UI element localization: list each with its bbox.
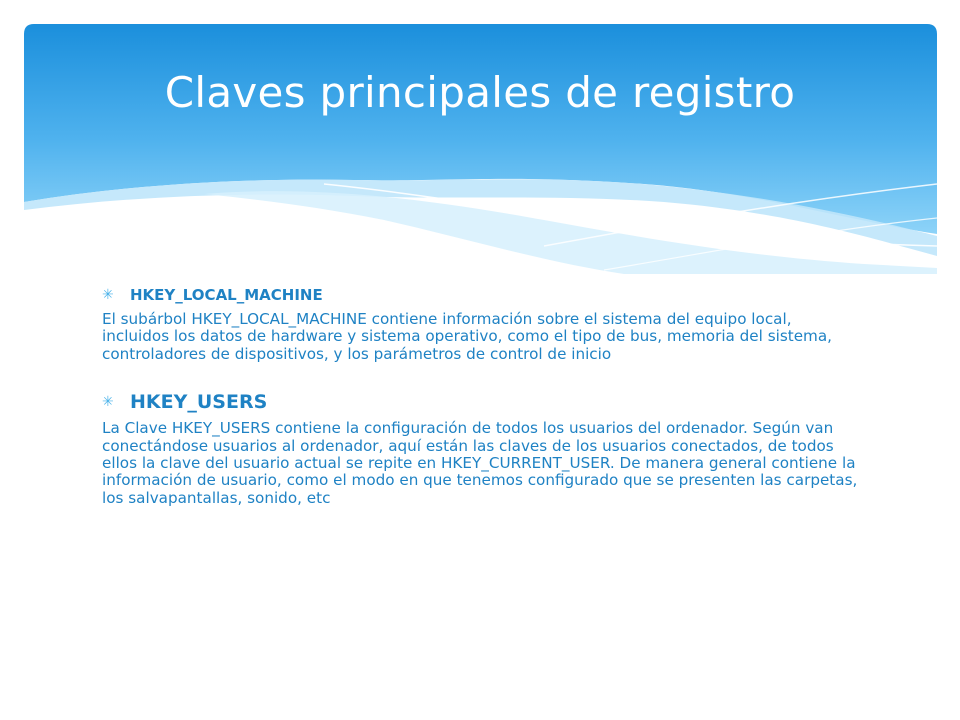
slide-title: Claves principales de registro (164, 68, 796, 117)
bullet-row (102, 389, 862, 415)
section-hkey-local-machine (102, 284, 862, 363)
section-body: La Clave HKEY_USERS contiene la configuración de todos los usuarios del ordenador. Según van conectándose usuarios al ordenador, aquí están las claves de los usuarios conectados, de todos ellos la clave del usuario actual se repite en HKEY_CURRENT_USER. De manera general contiene la información de usuario, como el modo en que tenemos configurado que se presenten las carpetas, los salvapantallas, sonido, etc (102, 419, 858, 507)
asterisk-icon: ✳ (102, 394, 114, 411)
section-hkey-users (102, 389, 862, 507)
section-heading: HKEY_LOCAL_MACHINE (130, 286, 323, 304)
wave-banner-graphic (24, 24, 937, 274)
slide-content (102, 284, 862, 507)
section-heading: HKEY_USERS (130, 391, 268, 414)
asterisk-icon: ✳ (102, 287, 114, 303)
header-banner (24, 24, 937, 274)
bullet-row (102, 284, 862, 306)
section-body: El subárbol HKEY_LOCAL_MACHINE contiene información sobre el sistema del equipo local, incluidos los datos de hardware y sistema operativo, como el tipo de bus, memoria del sistema, controladores de dispositivos, y los parámetros de control de inicio (102, 310, 832, 363)
